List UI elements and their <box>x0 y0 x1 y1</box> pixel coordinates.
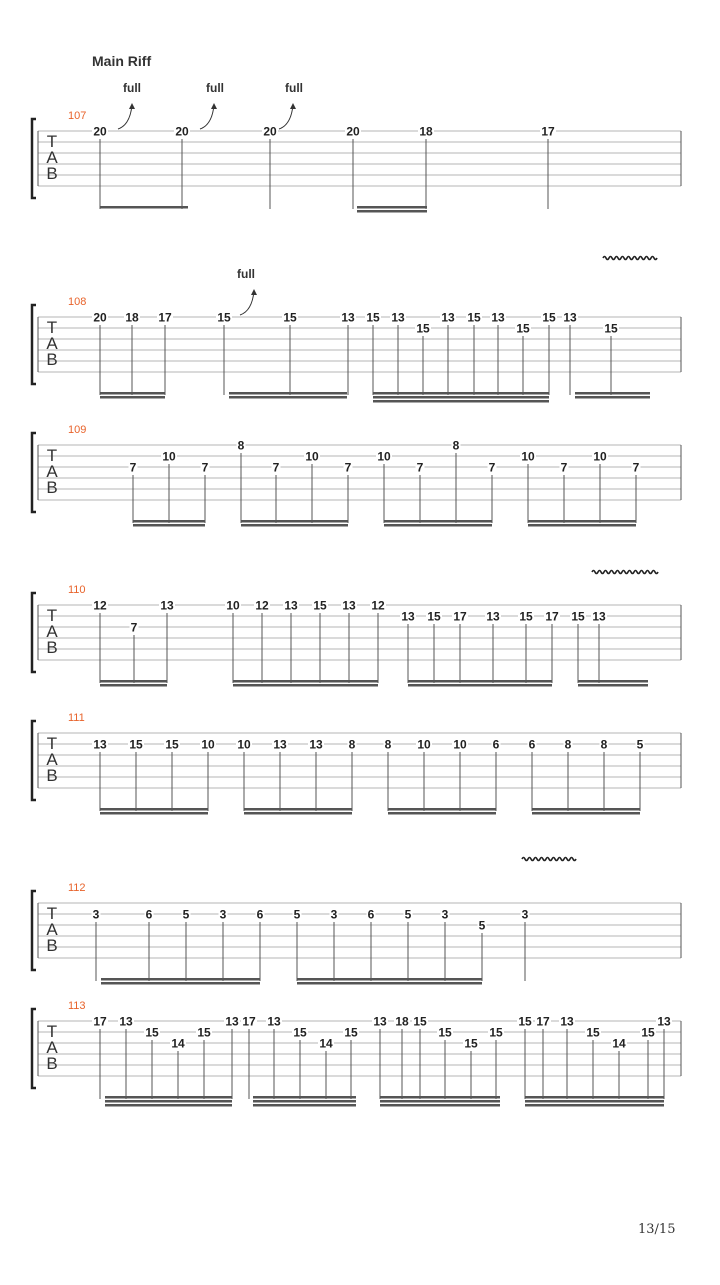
fret-number: 14 <box>171 1036 185 1051</box>
system-bracket <box>32 119 36 198</box>
fret-number: 10 <box>593 449 607 464</box>
tab-clef-letter: A <box>46 334 58 353</box>
fret-number: 17 <box>536 1014 550 1029</box>
fret-number: 7 <box>344 460 352 475</box>
beam <box>100 396 165 399</box>
system-bracket <box>32 891 36 970</box>
beam <box>373 392 549 395</box>
measure-number: 112 <box>68 882 86 894</box>
fret-number: 15 <box>604 321 618 336</box>
fret-number: 15 <box>489 1025 503 1040</box>
beam <box>100 392 165 395</box>
tab-clef-letter: T <box>46 1022 58 1041</box>
tab-clef-letter: B <box>46 766 58 785</box>
tab-clef-letter: T <box>46 132 58 151</box>
beam <box>105 1104 232 1107</box>
beam <box>373 396 549 399</box>
beam <box>380 1096 500 1099</box>
beam <box>233 680 378 683</box>
fret-number: 15 <box>518 1014 532 1029</box>
fret-number: 15 <box>165 737 179 752</box>
staff-system-111 <box>32 712 681 815</box>
system-bracket <box>32 305 36 384</box>
staff-system-112 <box>32 858 681 985</box>
beam <box>528 520 636 523</box>
fret-number: 15 <box>145 1025 159 1040</box>
staff-system-109 <box>32 424 681 527</box>
tab-clef-letter: B <box>46 164 58 183</box>
fret-number: 5 <box>636 737 644 752</box>
fret-number: 6 <box>492 737 500 752</box>
beam <box>229 396 347 399</box>
staff-system-113 <box>32 1000 681 1107</box>
bend-label: full <box>123 81 141 95</box>
vibrato-mark <box>603 257 657 260</box>
fret-number: 13 <box>592 609 606 624</box>
fret-number: 15 <box>641 1025 655 1040</box>
fret-number: 17 <box>93 1014 107 1029</box>
beam <box>528 524 636 527</box>
fret-number: 7 <box>632 460 640 475</box>
fret-number: 13 <box>560 1014 574 1029</box>
fret-number: 20 <box>175 124 189 139</box>
fret-number: 13 <box>284 598 298 613</box>
bend-label: full <box>237 267 255 281</box>
fret-number: 13 <box>563 310 577 325</box>
beam <box>253 1104 356 1107</box>
fret-number: 13 <box>342 598 356 613</box>
beam <box>229 392 347 395</box>
fret-number: 7 <box>560 460 568 475</box>
beam <box>100 808 208 811</box>
beam <box>525 1104 664 1107</box>
fret-number: 15 <box>366 310 380 325</box>
fret-number: 12 <box>371 598 385 613</box>
beam <box>357 210 427 213</box>
fret-number: 10 <box>305 449 319 464</box>
beam <box>525 1100 664 1103</box>
fret-number: 3 <box>441 907 449 922</box>
fret-number: 13 <box>119 1014 133 1029</box>
fret-number: 10 <box>162 449 176 464</box>
tab-clef-letter: A <box>46 622 58 641</box>
fret-number: 17 <box>158 310 172 325</box>
beam <box>105 1096 232 1099</box>
beam <box>100 812 208 815</box>
tab-clef-letter: T <box>46 318 58 337</box>
fret-number: 15 <box>413 1014 427 1029</box>
fret-number: 13 <box>491 310 505 325</box>
fret-number: 13 <box>267 1014 281 1029</box>
fret-number: 20 <box>93 124 107 139</box>
fret-number: 7 <box>201 460 209 475</box>
fret-number: 13 <box>441 310 455 325</box>
beam <box>253 1096 356 1099</box>
beam <box>244 808 352 811</box>
beam <box>578 680 648 683</box>
beam <box>297 978 482 981</box>
fret-number: 6 <box>256 907 264 922</box>
system-bracket <box>32 433 36 512</box>
fret-number: 6 <box>367 907 375 922</box>
beam <box>297 982 482 985</box>
beam <box>105 1100 232 1103</box>
fret-number: 13 <box>341 310 355 325</box>
fret-number: 15 <box>542 310 556 325</box>
fret-number: 13 <box>401 609 415 624</box>
fret-number: 8 <box>600 737 608 752</box>
beam <box>253 1100 356 1103</box>
fret-number: 10 <box>226 598 240 613</box>
tab-clef-letter: A <box>46 1038 58 1057</box>
beam <box>100 680 167 683</box>
fret-number: 15 <box>283 310 297 325</box>
fret-number: 10 <box>377 449 391 464</box>
fret-number: 3 <box>330 907 338 922</box>
beam <box>101 982 260 985</box>
fret-number: 7 <box>130 620 138 635</box>
fret-number: 8 <box>348 737 356 752</box>
beam <box>241 524 348 527</box>
section-title: Main Riff <box>92 53 152 69</box>
fret-number: 5 <box>404 907 412 922</box>
staff-system-107 <box>32 81 681 213</box>
vibrato-mark <box>592 571 658 574</box>
fret-number: 14 <box>319 1036 333 1051</box>
fret-number: 15 <box>427 609 441 624</box>
measure-number: 113 <box>68 1000 86 1012</box>
beam <box>525 1096 664 1099</box>
measure-number: 111 <box>68 712 85 724</box>
beam <box>575 392 650 395</box>
fret-number: 13 <box>391 310 405 325</box>
beam <box>408 680 552 683</box>
vibrato-mark <box>522 858 576 861</box>
bend-label: full <box>285 81 303 95</box>
fret-number: 13 <box>160 598 174 613</box>
tab-clef-letter: T <box>46 606 58 625</box>
fret-number: 8 <box>384 737 392 752</box>
fret-number: 15 <box>217 310 231 325</box>
staff-system-110 <box>32 571 681 687</box>
beam <box>380 1100 500 1103</box>
beam <box>100 684 167 687</box>
bend-arrowhead <box>211 103 217 109</box>
fret-number: 13 <box>225 1014 239 1029</box>
bend-arrowhead <box>129 103 135 109</box>
fret-number: 7 <box>129 460 137 475</box>
staff-system-108 <box>32 257 681 403</box>
measure-number: 108 <box>68 296 87 308</box>
fret-number: 15 <box>467 310 481 325</box>
beam <box>233 684 378 687</box>
fret-number: 8 <box>564 737 572 752</box>
fret-number: 20 <box>346 124 360 139</box>
fret-number: 17 <box>242 1014 256 1029</box>
beam <box>578 684 648 687</box>
fret-number: 15 <box>571 609 585 624</box>
page-number: 13/15 <box>638 1222 676 1237</box>
tab-clef-letter: A <box>46 920 58 939</box>
fret-number: 10 <box>521 449 535 464</box>
fret-number: 13 <box>93 737 107 752</box>
tab-clef-letter: B <box>46 478 58 497</box>
system-bracket <box>32 593 36 672</box>
tab-clef-letter: B <box>46 936 58 955</box>
beam <box>575 396 650 399</box>
beam <box>133 520 205 523</box>
fret-number: 20 <box>263 124 277 139</box>
fret-number: 12 <box>255 598 269 613</box>
tab-clef-letter: B <box>46 350 58 369</box>
fret-number: 3 <box>92 907 100 922</box>
beam <box>101 978 260 981</box>
bend-arrowhead <box>251 289 257 295</box>
beam <box>244 812 352 815</box>
fret-number: 13 <box>486 609 500 624</box>
beam <box>380 1104 500 1107</box>
bend-label: full <box>206 81 224 95</box>
fret-number: 17 <box>541 124 555 139</box>
fret-number: 10 <box>201 737 215 752</box>
fret-number: 15 <box>197 1025 211 1040</box>
measure-number: 109 <box>68 424 87 436</box>
fret-number: 7 <box>416 460 424 475</box>
beam <box>388 812 496 815</box>
fret-number: 6 <box>145 907 153 922</box>
fret-number: 20 <box>93 310 107 325</box>
fret-number: 18 <box>419 124 433 139</box>
system-bracket <box>32 1009 36 1088</box>
fret-number: 15 <box>129 737 143 752</box>
fret-number: 14 <box>612 1036 626 1051</box>
beam <box>388 808 496 811</box>
fret-number: 5 <box>182 907 190 922</box>
tab-clef-letter: T <box>46 904 58 923</box>
fret-number: 10 <box>237 737 251 752</box>
fret-number: 13 <box>273 737 287 752</box>
fret-number: 15 <box>438 1025 452 1040</box>
fret-number: 15 <box>313 598 327 613</box>
tab-clef-letter: T <box>46 446 58 465</box>
beam <box>133 524 205 527</box>
fret-number: 15 <box>293 1025 307 1040</box>
beam <box>384 524 492 527</box>
measure-number: 110 <box>68 584 86 596</box>
system-bracket <box>32 721 36 800</box>
measure-number: 107 <box>68 110 87 122</box>
tab-clef-letter: A <box>46 750 58 769</box>
beam <box>532 808 640 811</box>
fret-number: 18 <box>125 310 139 325</box>
fret-number: 10 <box>453 737 467 752</box>
beam <box>384 520 492 523</box>
fret-number: 3 <box>521 907 529 922</box>
fret-number: 13 <box>657 1014 671 1029</box>
fret-number: 8 <box>452 438 460 453</box>
fret-number: 18 <box>395 1014 409 1029</box>
fret-number: 13 <box>373 1014 387 1029</box>
beam <box>408 684 552 687</box>
fret-number: 5 <box>478 918 486 933</box>
fret-number: 15 <box>586 1025 600 1040</box>
tab-clef-letter: T <box>46 734 58 753</box>
fret-number: 15 <box>519 609 533 624</box>
tab-clef-letter: B <box>46 1054 58 1073</box>
fret-number: 7 <box>488 460 496 475</box>
fret-number: 3 <box>219 907 227 922</box>
fret-number: 6 <box>528 737 536 752</box>
fret-number: 17 <box>545 609 559 624</box>
tab-clef-letter: A <box>46 462 58 481</box>
fret-number: 15 <box>464 1036 478 1051</box>
beam <box>100 206 188 209</box>
fret-number: 15 <box>516 321 530 336</box>
fret-number: 5 <box>293 907 301 922</box>
fret-number: 15 <box>344 1025 358 1040</box>
beam <box>357 206 427 209</box>
beam <box>241 520 348 523</box>
bend-arrowhead <box>290 103 296 109</box>
fret-number: 12 <box>93 598 107 613</box>
beam <box>532 812 640 815</box>
beam <box>373 400 549 403</box>
fret-number: 8 <box>237 438 245 453</box>
fret-number: 10 <box>417 737 431 752</box>
fret-number: 13 <box>309 737 323 752</box>
fret-number: 15 <box>416 321 430 336</box>
tab-clef-letter: A <box>46 148 58 167</box>
tab-clef-letter: B <box>46 638 58 657</box>
fret-number: 17 <box>453 609 467 624</box>
fret-number: 7 <box>272 460 280 475</box>
